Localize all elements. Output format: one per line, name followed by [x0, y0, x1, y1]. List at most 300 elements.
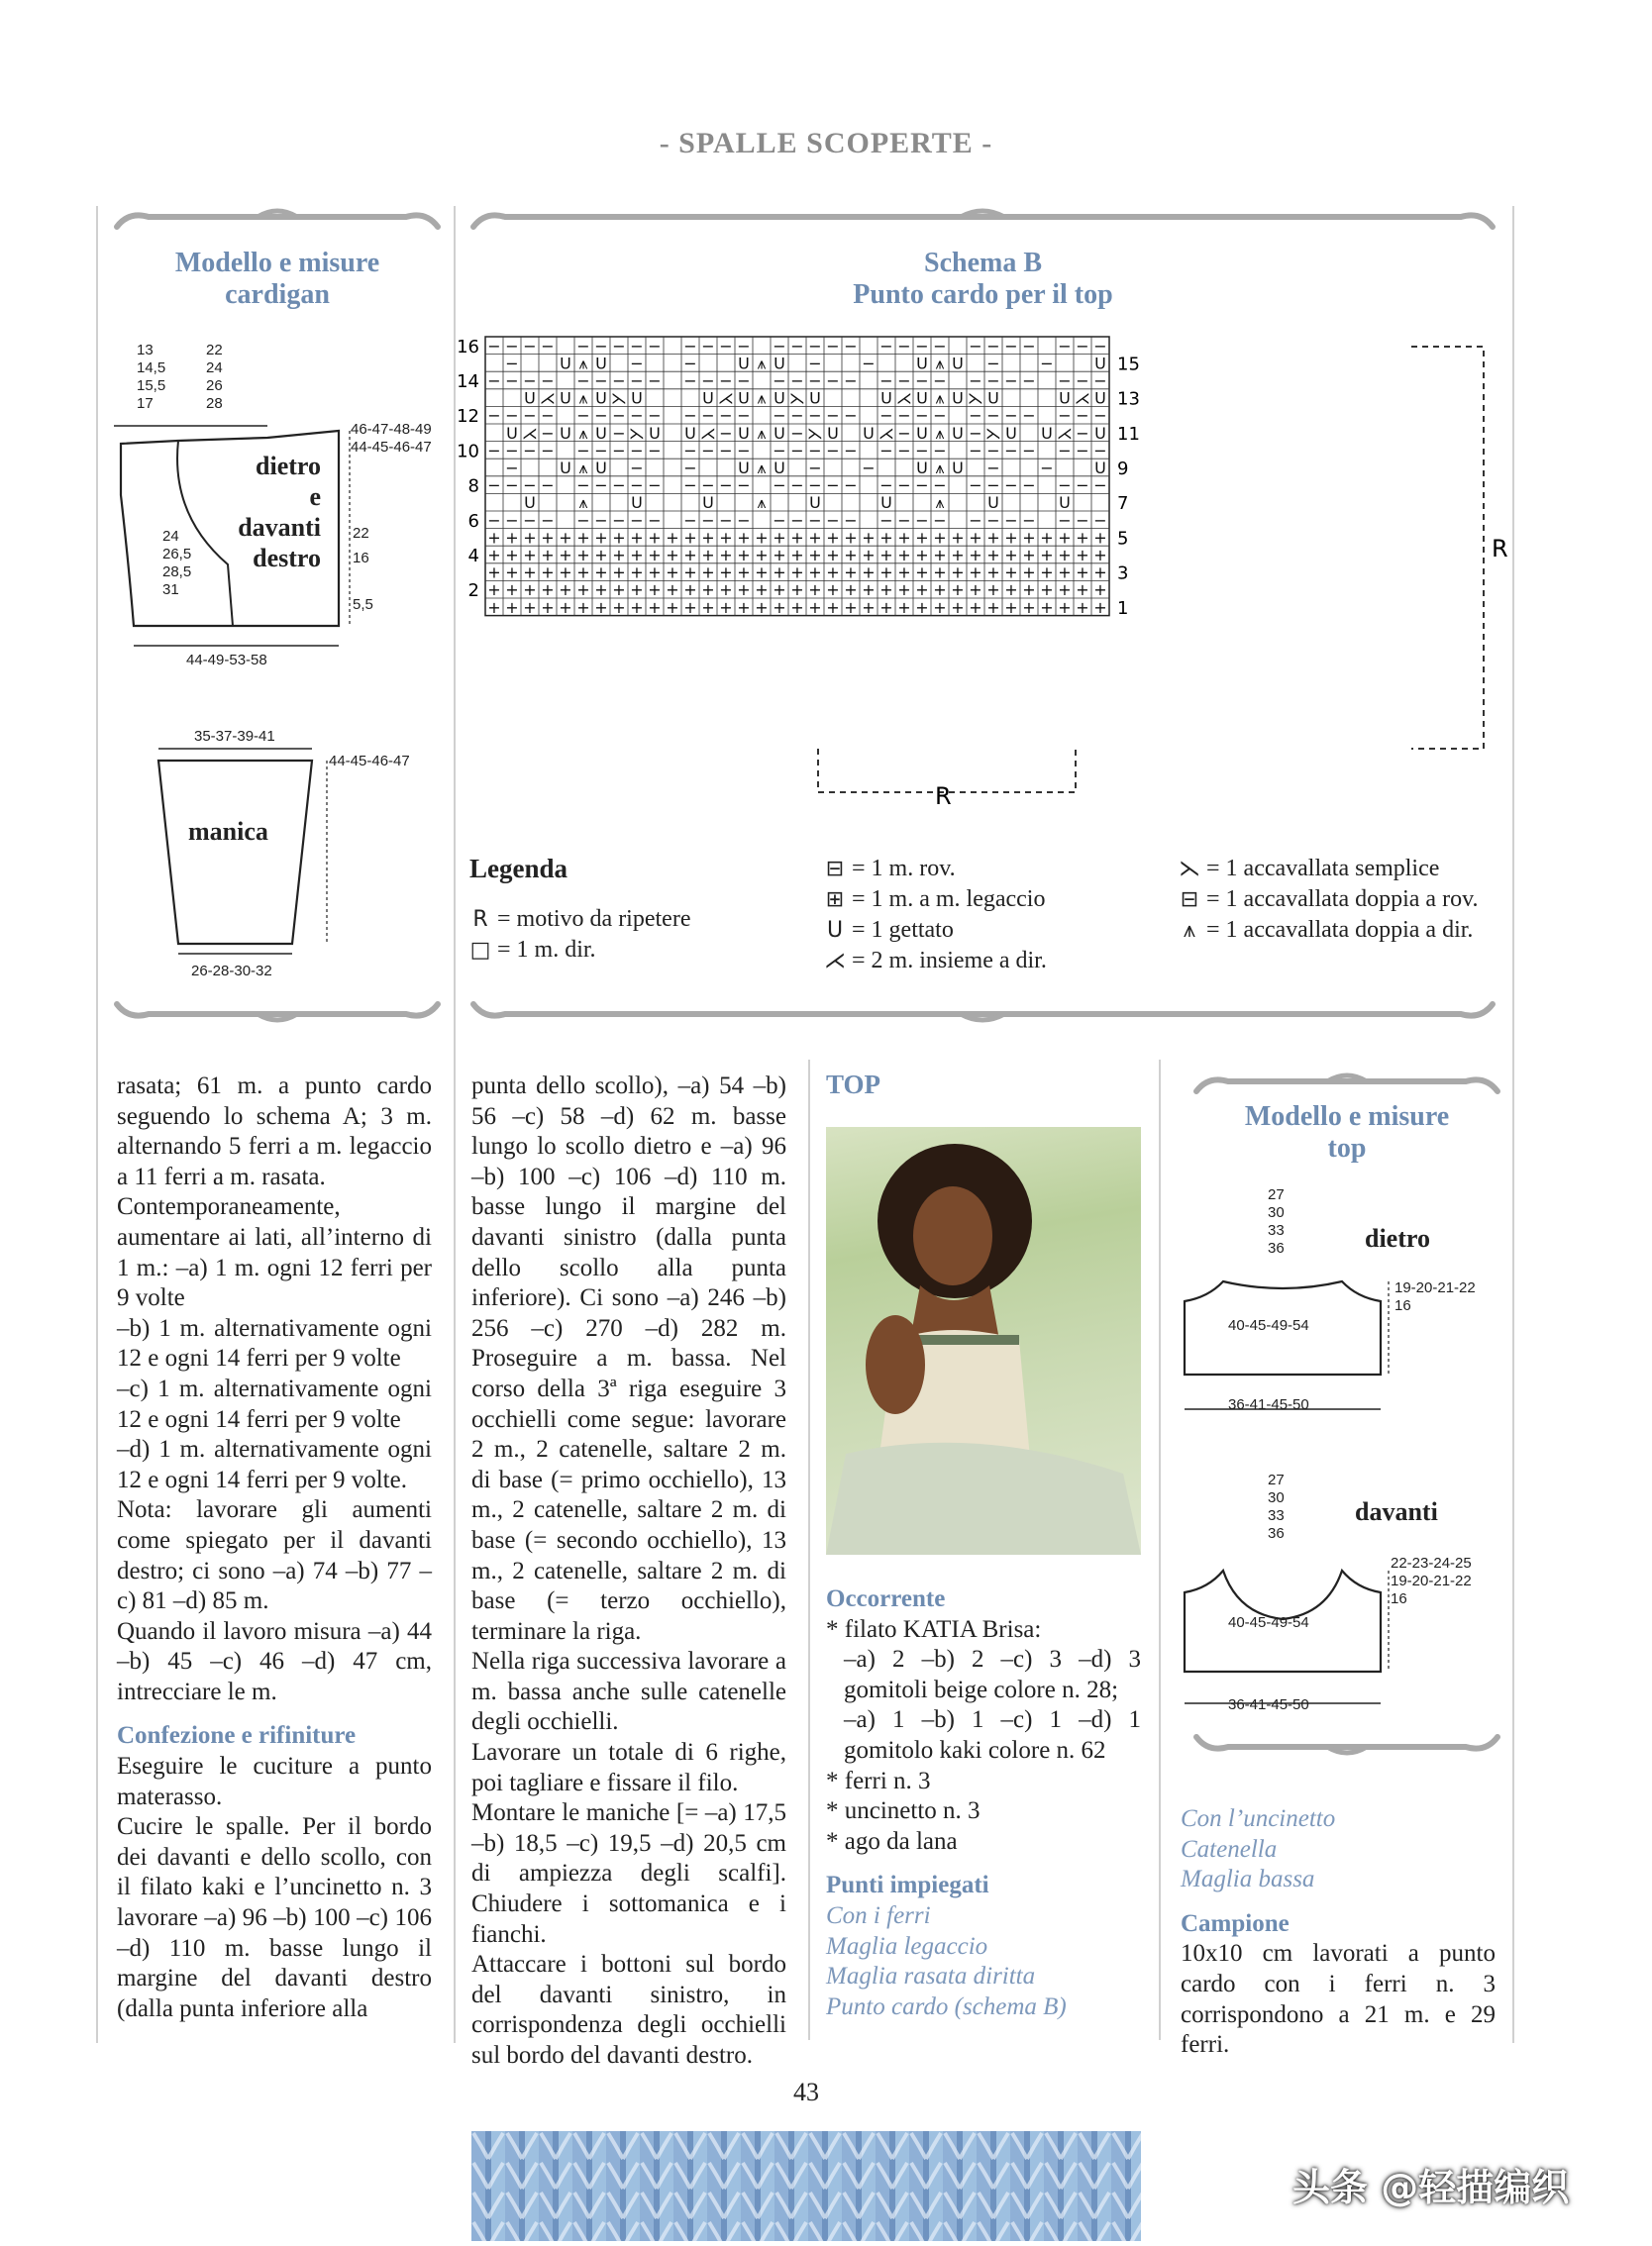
stitch-symbol: − — [541, 371, 555, 390]
stitch-symbol: U — [952, 459, 964, 477]
legend-text: = 1 m. a m. legaccio — [852, 886, 1046, 912]
stitch-symbol: + — [844, 597, 858, 617]
stitch-symbol: − — [523, 510, 537, 530]
materials-item: * ferri n. 3 — [826, 1767, 931, 1794]
stitch-symbol: U — [863, 423, 875, 443]
stitch-symbol: − — [487, 371, 501, 390]
stitch-symbol: + — [844, 528, 858, 548]
stitch-symbol: − — [1076, 475, 1089, 495]
model-photo — [826, 1127, 1141, 1555]
stitch-symbol: + — [951, 528, 965, 548]
stitch-symbol: + — [594, 597, 608, 617]
stitch-symbol: − — [487, 406, 501, 426]
legend-text: = 1 m. rov. — [852, 856, 956, 881]
stitch-symbol: − — [808, 510, 822, 530]
stitch-symbol: − — [612, 475, 626, 495]
row-label: 5 — [1117, 528, 1129, 550]
stitch-symbol: − — [487, 336, 501, 356]
stitch-symbol: + — [648, 528, 662, 548]
text-column-2 — [471, 1072, 786, 2072]
stitch-symbol: − — [933, 441, 947, 460]
stitch-symbol: − — [1022, 475, 1036, 495]
stitch-symbol: − — [737, 406, 751, 426]
stitch-symbol: + — [541, 528, 555, 548]
stitch-symbol: ⋋ — [985, 423, 1001, 443]
stitch-symbol: + — [826, 528, 840, 548]
stitch-symbol: + — [1022, 580, 1036, 600]
stitch-symbol: + — [648, 546, 662, 564]
legend-col1 — [469, 854, 786, 966]
stitch-symbol: − — [630, 475, 644, 495]
stitch-symbol: − — [576, 441, 590, 460]
stitch-symbol: − — [594, 371, 608, 390]
stitch-symbol: − — [630, 459, 644, 477]
stitch-symbol: + — [1040, 597, 1054, 617]
stitch-symbol: − — [1093, 336, 1107, 356]
stitch-symbol: + — [737, 597, 751, 617]
stitch-symbol: U — [1059, 388, 1071, 408]
stitch-symbol: + — [1058, 562, 1072, 582]
stitch-symbol: U — [631, 388, 643, 408]
stitch-symbol: + — [541, 580, 555, 600]
stitch-symbol: − — [808, 459, 822, 477]
stitch-symbol: − — [969, 336, 982, 356]
column-rule — [1159, 1060, 1161, 2040]
stitch-symbol: U — [774, 354, 785, 373]
occorrente-heading: Occorrente — [826, 1585, 946, 1612]
stitch-symbol: − — [969, 475, 982, 495]
stitch-symbol: − — [1093, 510, 1107, 530]
stitch-symbol: + — [559, 597, 572, 617]
stitch-symbol: U — [738, 354, 750, 373]
stitch-symbol: + — [790, 597, 804, 617]
row-label: 4 — [467, 546, 479, 566]
stitch-symbol: − — [1022, 371, 1036, 390]
measure-label: 46-47-48-49 — [351, 421, 432, 438]
stitch-symbol: + — [541, 546, 555, 564]
stitch-symbol: − — [523, 336, 537, 356]
stitch-symbol: − — [790, 336, 804, 356]
stitch-symbol: − — [683, 475, 697, 495]
stitch-symbol: − — [541, 475, 555, 495]
materials-item: * ago da lana — [826, 1827, 958, 1855]
stitch-symbol: − — [1058, 336, 1072, 356]
paragraph: Lavorare un totale di 6 righe, poi tagliare e fissare il filo. — [471, 1739, 786, 1796]
stitch-symbol: − — [826, 406, 840, 426]
stitch-symbol: ⋌ — [718, 388, 734, 408]
stitch-symbol: − — [683, 459, 697, 477]
stitch-symbol: − — [612, 423, 626, 443]
stitch-symbol: + — [666, 597, 679, 617]
stitch-symbol: − — [1004, 441, 1018, 460]
stitch-symbol: + — [666, 546, 679, 564]
stitch-symbol: ⩚ — [578, 423, 588, 443]
stitch-symbol: U — [524, 493, 536, 513]
stitch-symbol: + — [523, 580, 537, 600]
legend-text: = 1 accavallata doppia a dir. — [1206, 917, 1474, 943]
stitch-symbol: + — [879, 546, 893, 564]
stitch-symbol: ⩚ — [757, 354, 767, 373]
stitch-symbol: + — [969, 546, 982, 564]
stitches-heading: Punti impiegati — [826, 1872, 989, 1899]
stitch-symbol: ⩚ — [578, 388, 588, 408]
stitch-symbol: − — [612, 336, 626, 356]
skp-icon: ⋋ — [1179, 857, 1200, 881]
row-label: 6 — [467, 510, 479, 532]
stitch-symbol: + — [897, 597, 911, 617]
stitch-symbol: + — [701, 597, 715, 617]
materials-item: * uncinetto n. 3 — [826, 1797, 981, 1825]
stitch-symbol: + — [1004, 597, 1018, 617]
stitch-symbol: + — [666, 580, 679, 600]
legend-item — [1179, 915, 1505, 946]
stitch-symbol: U — [987, 388, 999, 408]
stitch-symbol: − — [612, 441, 626, 460]
stitch-symbol: − — [701, 475, 715, 495]
double-dec-knit-icon: ⩚ — [1183, 918, 1196, 943]
row-label: 7 — [1117, 493, 1129, 515]
stitch-symbol: − — [594, 336, 608, 356]
stitch-symbol: − — [505, 459, 519, 477]
scroll-ornament-bottom-chart — [465, 998, 1500, 1028]
stitch-symbol: − — [1004, 336, 1018, 356]
stitch-symbol: + — [594, 546, 608, 564]
stitch-symbol: + — [1004, 528, 1018, 548]
text-column-1 — [117, 1072, 432, 2024]
panel-title-schema-b — [465, 248, 1500, 311]
stitch-symbol: ⩚ — [757, 388, 767, 408]
stitch-symbol: − — [630, 336, 644, 356]
row-label: 2 — [467, 580, 479, 602]
stitch-symbol: − — [1076, 510, 1089, 530]
stitch-symbol: − — [879, 336, 893, 356]
chart-symbols — [487, 337, 1106, 617]
stitch-symbol: − — [933, 510, 947, 530]
stitch-symbol: − — [915, 510, 929, 530]
stitch-symbol: ⋌ — [522, 423, 538, 443]
stitch-symbol: − — [737, 510, 751, 530]
legend-item — [1179, 884, 1505, 915]
row-label: 12 — [457, 406, 479, 428]
stitch-symbol: − — [862, 459, 876, 477]
garter-icon: ⊞ — [825, 887, 845, 912]
stitch-symbol: + — [1040, 528, 1054, 548]
stitch-symbol: U — [1041, 423, 1053, 443]
stitch-symbol: − — [933, 371, 947, 390]
stitch-symbol: ⩚ — [578, 459, 588, 477]
stitch-name: Maglia bassa — [1181, 1866, 1315, 1893]
stitch-symbol: − — [1004, 371, 1018, 390]
stitch-symbol: − — [986, 475, 1000, 495]
stitch-symbol: ⩚ — [935, 354, 945, 373]
piece-label-back-front — [230, 451, 321, 573]
stitch-symbol: + — [630, 597, 644, 617]
stitch-symbol: − — [541, 441, 555, 460]
stitch-symbol: − — [523, 371, 537, 390]
stitch-symbol: + — [541, 597, 555, 617]
stitch-symbol: + — [1022, 528, 1036, 548]
paragraph: Contemporaneamente, aumentare ai lati, all’interno di 1 m.: –a) 1 m. ogni 12 ferri per 9 volte — [117, 1193, 432, 1312]
panel-title-top — [1188, 1101, 1505, 1165]
stitch-symbol: + — [666, 562, 679, 582]
stitch-symbol: + — [844, 562, 858, 582]
stitch-symbol: − — [1093, 371, 1107, 390]
stitch-symbol: + — [897, 580, 911, 600]
legend-text: = 2 m. insieme a dir. — [852, 948, 1047, 973]
stitch-symbol: + — [969, 580, 982, 600]
stitch-symbol: − — [701, 336, 715, 356]
stitch-symbol: − — [1022, 406, 1036, 426]
piece-label-line: e davanti — [238, 482, 321, 542]
stitch-symbol: + — [1058, 580, 1072, 600]
sleeve-diagram — [149, 741, 337, 959]
stitch-symbol: ⩚ — [757, 459, 767, 477]
stitch-symbol: − — [683, 441, 697, 460]
stitch-symbol: − — [594, 406, 608, 426]
legend-item — [824, 915, 1161, 946]
stitch-symbol: + — [1040, 546, 1054, 564]
stitch-symbol: − — [986, 510, 1000, 530]
stitch-symbol: − — [915, 336, 929, 356]
crochet-heading: Con l’uncinetto — [1181, 1805, 1336, 1832]
stitch-symbol: − — [986, 441, 1000, 460]
stitch-symbol: − — [1058, 475, 1072, 495]
stitch-symbol: − — [933, 475, 947, 495]
stitch-symbol: − — [1058, 406, 1072, 426]
dietro-right-measure — [1394, 1279, 1476, 1315]
stitch-symbol: − — [737, 371, 751, 390]
stitch-symbol: − — [719, 371, 733, 390]
stitch-symbol: − — [523, 441, 537, 460]
stitch-symbol: − — [897, 510, 911, 530]
legend-text: = 1 accavallata semplice — [1206, 856, 1440, 881]
stitch-symbol: + — [808, 546, 822, 564]
stitch-symbol: + — [1022, 597, 1036, 617]
stitch-symbol: U — [827, 423, 839, 443]
row-label: 11 — [1117, 423, 1140, 445]
stitch-symbol: − — [933, 336, 947, 356]
stitch-symbol: + — [933, 546, 947, 564]
photo-illustration — [826, 1127, 1141, 1555]
measure-label: 26,5 — [162, 546, 192, 562]
text-column-4 — [1181, 1804, 1496, 2061]
legend-text: = motivo da ripetere — [497, 906, 691, 932]
stitch-symbol: + — [862, 546, 876, 564]
repeat-bracket-right — [1411, 347, 1484, 749]
stitch-symbol: + — [630, 546, 644, 564]
stitch-symbol: − — [897, 423, 911, 443]
stitch-symbol: − — [1076, 371, 1089, 390]
stitch-symbol: + — [790, 546, 804, 564]
stitch-symbol: + — [541, 562, 555, 582]
stitch-symbol: + — [1093, 562, 1107, 582]
stitch-symbol: − — [808, 354, 822, 373]
stitch-symbol: ⋌ — [700, 423, 716, 443]
stitch-symbol: − — [986, 406, 1000, 426]
stitch-symbol: + — [576, 580, 590, 600]
stitch-symbol: − — [487, 475, 501, 495]
stitch-symbol: ⩚ — [935, 388, 945, 408]
stitch-symbol: + — [862, 562, 876, 582]
stitch-symbol: − — [701, 510, 715, 530]
stitch-symbol: − — [505, 441, 519, 460]
measure-side — [162, 528, 191, 599]
stitch-symbol: − — [879, 406, 893, 426]
measure-label: 26 — [206, 377, 223, 394]
stitch-symbol: U — [952, 388, 964, 408]
row-label: 13 — [1117, 388, 1140, 410]
paragraph: Eseguire le cuciture a punto materasso. — [117, 1753, 432, 1810]
legend-col3 — [1179, 854, 1505, 946]
stitch-symbol: + — [879, 597, 893, 617]
stitch-symbol: + — [701, 580, 715, 600]
stitch-symbol: − — [844, 510, 858, 530]
column-rule — [454, 206, 456, 2043]
stitch-symbol: + — [1093, 528, 1107, 548]
stitch-symbol: + — [683, 580, 697, 600]
paragraph: Nella riga successiva lavorare a m. bassa anche sulle catenelle degli occhielli. — [471, 1648, 786, 1736]
stitch-symbol: + — [897, 562, 911, 582]
page-number: 43 — [793, 2078, 819, 2106]
stitch-symbol: + — [915, 528, 929, 548]
stitch-symbol: U — [809, 493, 821, 513]
stitch-symbol: − — [683, 336, 697, 356]
stitch-symbol: − — [969, 510, 982, 530]
stitch-symbol: − — [897, 406, 911, 426]
knit-texture-pattern — [471, 2131, 1141, 2241]
stitch-symbol: − — [648, 441, 662, 460]
measure-label: 19-20-21-22 — [1391, 1573, 1472, 1589]
stitch-symbol: − — [844, 406, 858, 426]
stitch-symbol: − — [576, 510, 590, 530]
stitch-symbol: − — [505, 475, 519, 495]
stitch-symbol: + — [559, 546, 572, 564]
stitch-symbol: + — [701, 546, 715, 564]
stitch-symbol: + — [630, 580, 644, 600]
stitch-symbol: − — [1004, 510, 1018, 530]
double-dec-purl-icon: ⊟ — [1180, 887, 1199, 912]
stitch-symbol: + — [986, 580, 1000, 600]
row-label: 1 — [1117, 597, 1129, 619]
stitch-symbol: − — [701, 371, 715, 390]
measure-label: 24 — [206, 359, 223, 376]
stitch-symbol: − — [808, 441, 822, 460]
column-rule — [808, 1060, 810, 2040]
stitch-symbol: − — [683, 354, 697, 373]
stitch-symbol: ⋌ — [1057, 423, 1073, 443]
stitch-symbol: U — [1094, 388, 1106, 408]
section-heading: Confezione e rifiniture — [117, 1722, 357, 1750]
stitch-symbol: − — [505, 371, 519, 390]
row-label: 8 — [467, 475, 479, 497]
stitch-symbol: U — [1059, 493, 1071, 513]
stitch-symbol: − — [1076, 336, 1089, 356]
scroll-ornament-top-right — [1188, 1068, 1505, 1097]
legend-item — [824, 854, 1161, 884]
measure-label: 27 — [1268, 1472, 1285, 1488]
stitch-symbol: + — [505, 546, 519, 564]
davanti-top-stack — [1268, 1472, 1285, 1543]
stitch-symbol: + — [773, 546, 786, 564]
stitch-symbol: U — [595, 354, 607, 373]
stitch-symbol: U — [649, 423, 661, 443]
stitch-symbol: + — [1004, 562, 1018, 582]
stitch-symbol: − — [808, 371, 822, 390]
stitch-symbol: + — [808, 562, 822, 582]
stitch-symbol: + — [683, 528, 697, 548]
legend-text: = 1 gettato — [852, 917, 954, 943]
measure-bottom-width: 44-49-53-58 — [186, 652, 267, 668]
measure-label: 15,5 — [137, 377, 166, 394]
stitch-symbol: − — [844, 475, 858, 495]
purl-icon: ⊟ — [825, 857, 845, 881]
stitch-symbol: − — [790, 406, 804, 426]
stitch-symbol: − — [879, 371, 893, 390]
stitch-symbol: − — [648, 336, 662, 356]
davanti-label: davanti — [1355, 1497, 1438, 1526]
stitch-symbol: − — [826, 371, 840, 390]
stitch-symbol: + — [737, 580, 751, 600]
stitch-symbol: + — [773, 528, 786, 548]
stitch-symbol: − — [648, 406, 662, 426]
stitch-symbol: U — [595, 423, 607, 443]
stitch-symbol: + — [576, 528, 590, 548]
stitch-symbol: ⋌ — [1075, 388, 1090, 408]
stitch-symbol: + — [648, 597, 662, 617]
stitch-symbol: − — [879, 510, 893, 530]
stitch-symbol: + — [915, 597, 929, 617]
stitch-symbol: U — [702, 493, 714, 513]
stitch-symbol: ⩚ — [935, 459, 945, 477]
stitch-symbol: + — [523, 546, 537, 564]
stitch-symbol: + — [826, 580, 840, 600]
stitch-symbol: − — [541, 510, 555, 530]
stitch-symbol: − — [969, 441, 982, 460]
stitch-symbol: − — [897, 336, 911, 356]
legend-text: = 1 accavallata doppia a rov. — [1206, 886, 1479, 912]
stitch-symbol: U — [774, 459, 785, 477]
stitch-symbol: + — [879, 528, 893, 548]
stitch-symbol: U — [916, 423, 928, 443]
stitch-symbol: + — [523, 562, 537, 582]
stitch-symbol: ⋋ — [629, 423, 645, 443]
paragraph: Nota: lavorare gli aumenti come spiegato per il davanti destro; ci sono –a) 74 –b) 77 –c) 81 –d) 85 m. — [117, 1496, 432, 1615]
legend-item — [824, 946, 1161, 976]
stitch-name: Maglia rasata diritta — [826, 1963, 1036, 1991]
stitch-symbol: − — [1040, 459, 1054, 477]
stitch-symbol: − — [808, 475, 822, 495]
gauge-heading: Campione — [1181, 1909, 1290, 1937]
legend-item — [824, 884, 1161, 915]
stitch-symbol: + — [986, 562, 1000, 582]
stitch-symbol: − — [986, 354, 1000, 373]
stitch-symbol: − — [541, 336, 555, 356]
stitch-symbol: + — [666, 528, 679, 548]
measure-stack-a — [137, 342, 165, 413]
stitch-symbol: − — [576, 336, 590, 356]
stitch-symbol: − — [969, 406, 982, 426]
stitch-symbol: − — [612, 406, 626, 426]
stitch-symbol: + — [969, 597, 982, 617]
stitch-symbol: − — [969, 423, 982, 443]
dietro-label: dietro — [1365, 1224, 1430, 1253]
davanti-bottom: 36-41-45-50 — [1228, 1696, 1309, 1713]
stitch-symbol: − — [541, 406, 555, 426]
stitch-symbol: − — [773, 510, 786, 530]
scroll-ornament-top-left — [109, 203, 446, 233]
stitch-symbol: + — [576, 562, 590, 582]
measure-label: 16 — [1391, 1590, 1407, 1607]
